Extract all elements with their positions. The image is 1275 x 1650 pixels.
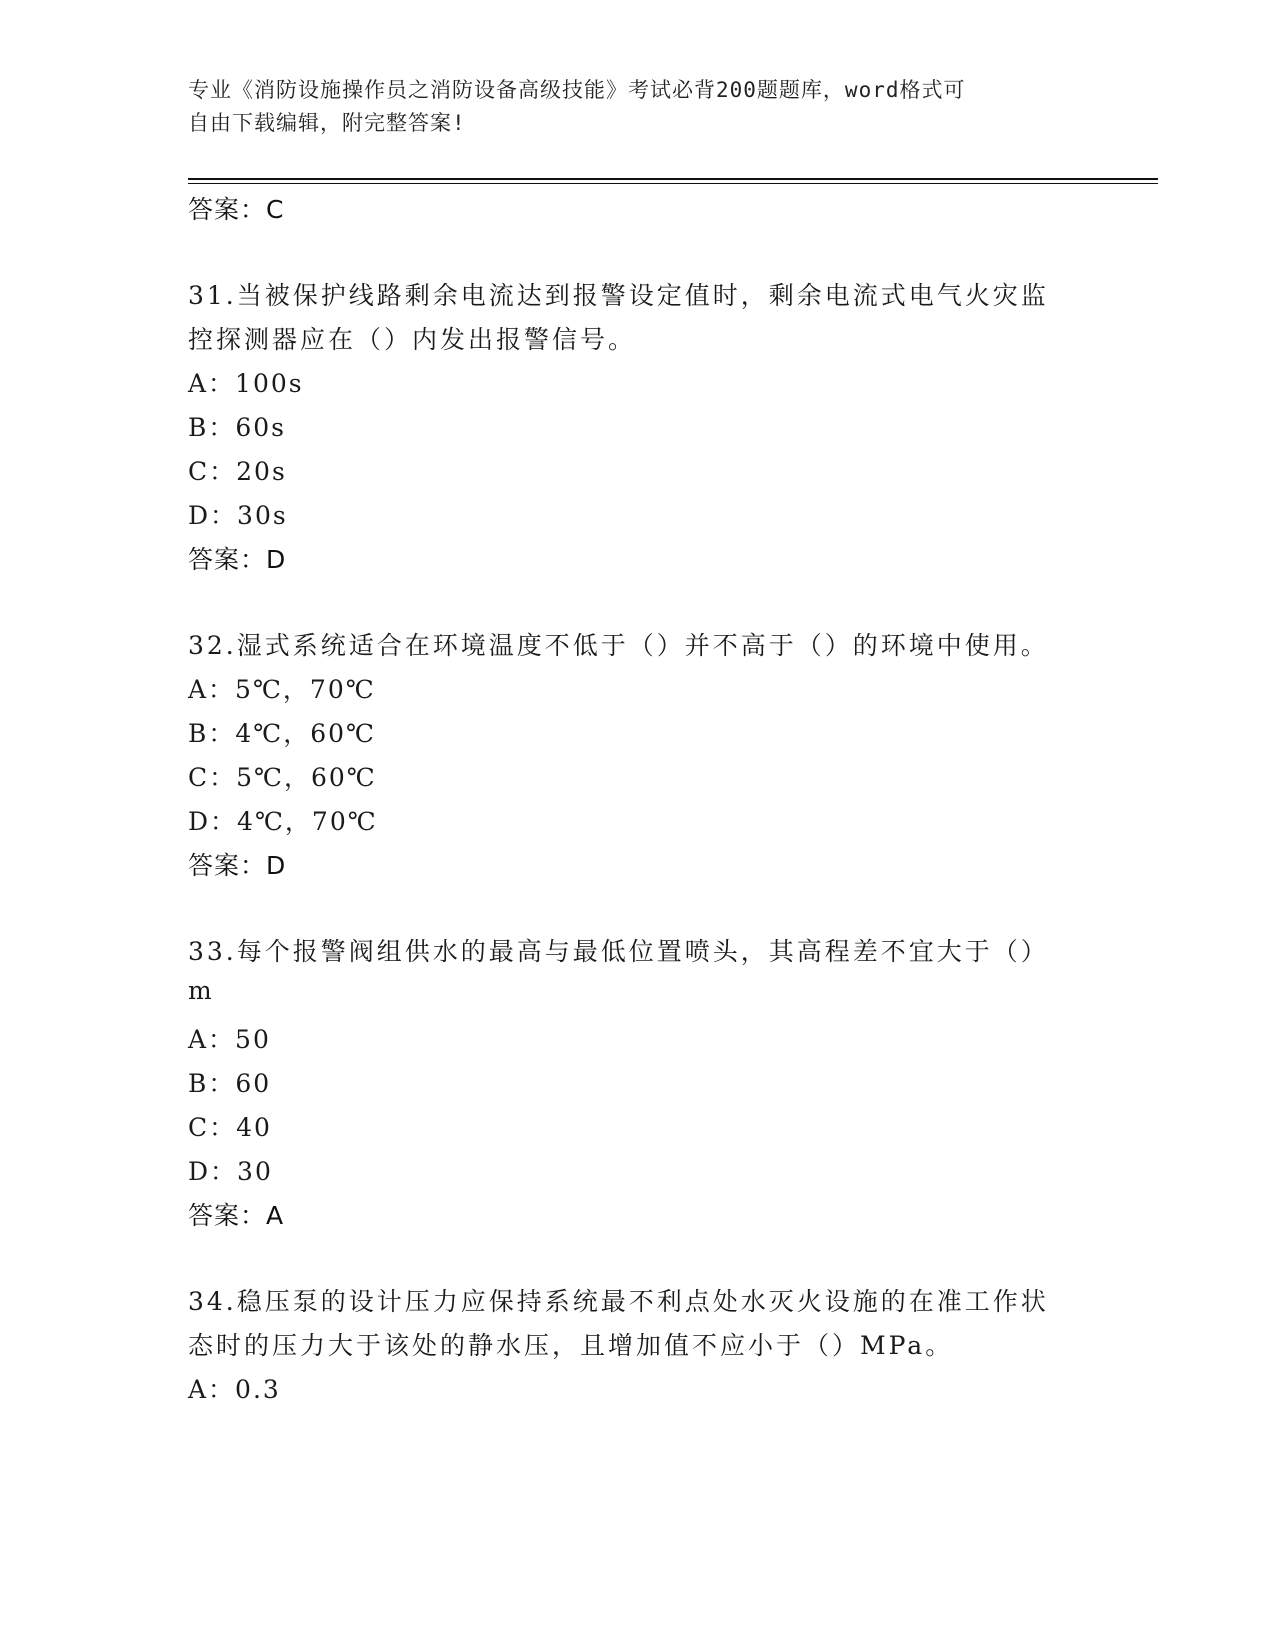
question-33-stem-line-2: m bbox=[188, 976, 215, 1005]
header-divider-thin bbox=[188, 183, 1158, 184]
question-34-stem-line-1: 34.稳压泵的设计压力应保持系统最不利点处水灭火设施的在准工作状 bbox=[188, 1287, 1049, 1316]
question-32-answer: 答案：D bbox=[188, 851, 287, 880]
question-31-option-b: B：60s bbox=[188, 413, 287, 442]
question-33-option-d: D：30 bbox=[188, 1157, 273, 1186]
question-32-option-d: D：4℃，70℃ bbox=[188, 807, 378, 836]
question-34-option-a: A：0.3 bbox=[188, 1375, 281, 1404]
question-31-option-c: C：20s bbox=[188, 457, 287, 486]
question-32-option-a: A：5℃，70℃ bbox=[188, 675, 376, 704]
header-line-2: 自由下载编辑，附完整答案! bbox=[188, 111, 466, 135]
question-33-option-a: A：50 bbox=[188, 1025, 271, 1054]
header-divider-thick bbox=[188, 178, 1158, 180]
question-33-option-c: C：40 bbox=[188, 1113, 272, 1142]
question-33-answer: 答案：A bbox=[188, 1201, 285, 1230]
question-31-option-a: A：100s bbox=[188, 369, 304, 398]
question-32-stem-line-1: 32.湿式系统适合在环境温度不低于（）并不高于（）的环境中使用。 bbox=[188, 631, 1049, 660]
question-31-option-d: D：30s bbox=[188, 501, 288, 530]
question-32-option-c: C：5℃，60℃ bbox=[188, 763, 377, 792]
header-line-1: 专业《消防设施操作员之消防设备高级技能》考试必背200题题库，word格式可 bbox=[188, 78, 966, 102]
question-32-option-b: B：4℃，60℃ bbox=[188, 719, 377, 748]
document-header bbox=[188, 74, 1088, 140]
question-31-stem-line-1: 31.当被保护线路剩余电流达到报警设定值时，剩余电流式电气火灾监 bbox=[188, 281, 1049, 310]
question-34-stem-line-2: 态时的压力大于该处的静水压，且增加值不应小于（）MPa。 bbox=[188, 1331, 954, 1360]
question-33-stem-line-1: 33.每个报警阀组供水的最高与最低位置喷头，其高程差不宜大于（） bbox=[188, 937, 1049, 966]
question-31-answer: 答案：D bbox=[188, 545, 287, 574]
question-31-stem-line-2: 控探测器应在（）内发出报警信号。 bbox=[188, 325, 637, 354]
question-33-option-b: B：60 bbox=[188, 1069, 272, 1098]
answer-q30: 答案：C bbox=[188, 195, 285, 224]
